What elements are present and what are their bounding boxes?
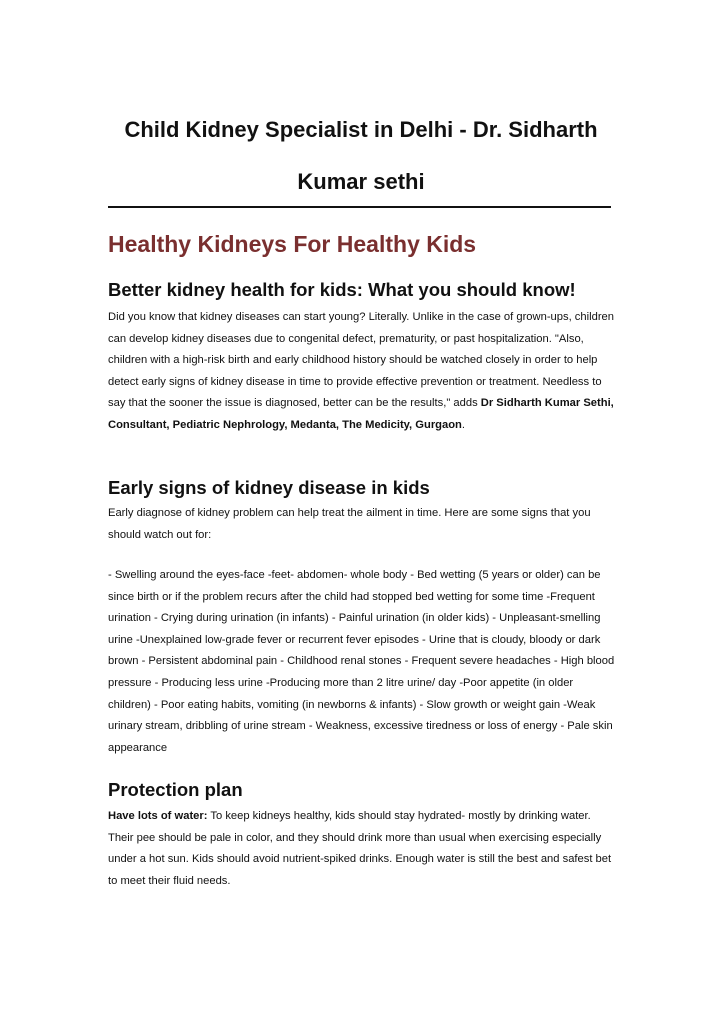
doctor-credit: Dr Sidharth Kumar Sethi, Consultant, Pediatric Nephrology, Medanta, The Medicity, Gurgaon <box>108 397 614 431</box>
paragraph-kidney-health <box>108 307 618 437</box>
main-heading: Healthy Kidneys For Healthy Kids <box>108 231 477 257</box>
paragraph-protection-plan <box>108 806 618 892</box>
tip-lead: Have lots of water: <box>108 810 208 822</box>
paragraph-early-signs-intro: Early diagnose of kidney problem can help treat the ailment in time. Here are some signs that you should watch out for: <box>108 507 591 541</box>
title-divider <box>108 206 611 208</box>
section-heading-kidney-health: Better kidney health for kids: What you should know! <box>108 279 576 300</box>
paragraph-end: . <box>461 418 465 431</box>
document-title: Child Kidney Specialist in Delhi - Dr. Sidharth Kumar sethi <box>124 117 598 194</box>
paragraph-signs-list: - Swelling around the eyes-face -feet- abdomen- whole body - Bed wetting (5 years or older) can be since birth or if the problem recurs after the child had stopped bed wetting for some time -Frequent urination - Crying during urination (in infants) - Painful urination (in older kids) - Unpleasant-smelling urine -Unexplained low-grade fever or recurrent fever episodes - Urine that is cloudy, bloody or dark brown - Persistent abdominal pain - Childhood renal stones - Frequent severe headaches - High blood pressure - Producing less urine -Producing more than 2 litre urine/ day -Poor appetite (in older children) - Poor eating habits, vomiting (in newborns & infants) - Slow growth or weight gain -Weak urinary stream, dribbling of urine stream - Weakness, excessive tiredness or loss of energy - Pale skin appearance <box>108 569 615 754</box>
paragraph-text: Did you know that kidney diseases can start young? Literally. Unlike in the case of grown-ups, children can develop kidney diseases due to congenital defect, prematurity, or past hospitalization. "Also, children with a high-risk birth and early childhood history should be watched closely in order to help detect early signs of kidney disease in time to provide effective prevention or treatment. Needless to say that the sooner the issue is diagnosed, better can be the results," adds <box>108 311 614 410</box>
section-heading-protection-plan: Protection plan <box>108 779 243 800</box>
section-heading-early-signs: Early signs of kidney disease in kids <box>108 477 430 498</box>
tip-text: To keep kidneys healthy, kids should stay hydrated- mostly by drinking water. Their pee should be pale in color, and they should drink more than usual when exercising especially under a hot sun. Kids should avoid nutrient-spiked drinks. Enough water is still the best and safest bet to meet their fluid needs. <box>108 810 612 887</box>
